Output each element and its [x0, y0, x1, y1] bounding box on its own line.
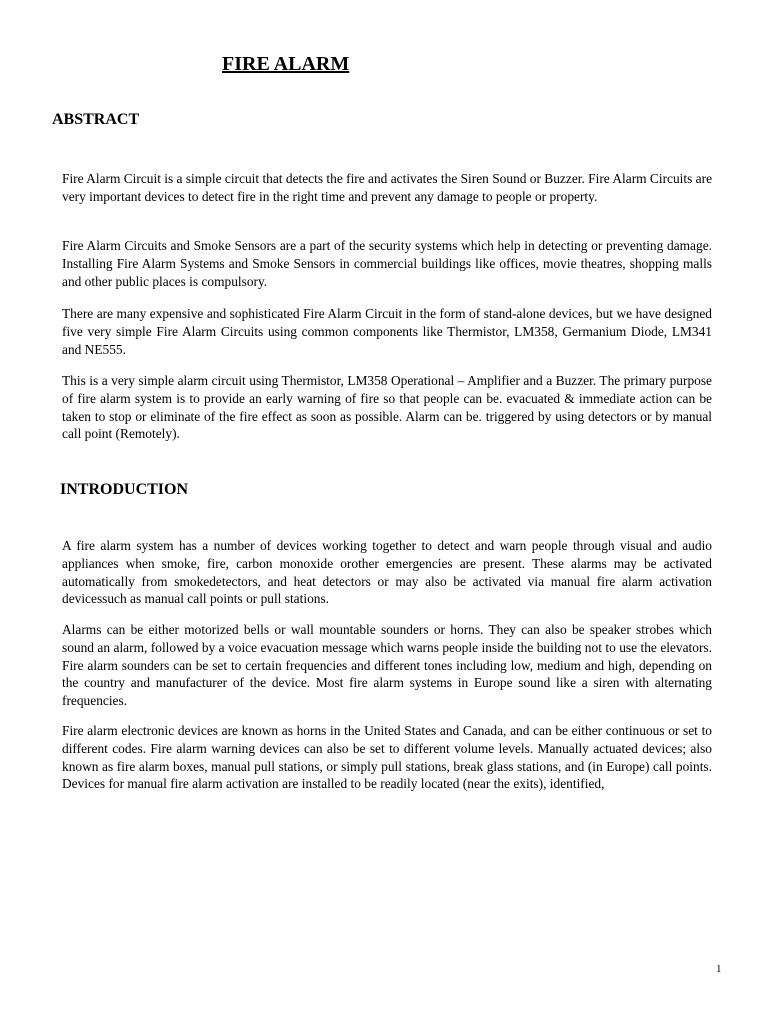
introduction-paragraph-1: A fire alarm system has a number of devices working together to detect and warn people through visual and audio appliances when smoke, fire, carbon monoxide orother emergencies are present. These alarms may be activated automatically from smokedetectors, and heat detectors or may also be activated via manual fire alarm activation devicessuch as manual call points or pull stations.	[62, 538, 712, 607]
introduction-paragraph-2: Alarms can be either motorized bells or wall mountable sounders or horns. They can also be speaker strobes which sound an alarm, followed by a voice evacuation message which warns people inside the building not to use the elevators. Fire alarm sounders can be set to certain frequencies and different tones including low, medium and high, depending on the country and manufacturer of the device. Most fire alarm systems in Europe sound like a siren with alternating frequencies.	[62, 622, 712, 709]
introduction-heading: INTRODUCTION	[60, 481, 189, 498]
abstract-paragraph-2: Fire Alarm Circuits and Smoke Sensors are a part of the security systems which help in detecting or preventing damage. Installing Fire Alarm Systems and Smoke Sensors in commercial buildings like offices, movie theatres, shopping malls and other public places is compulsory.	[62, 238, 712, 289]
introduction-paragraph-3: Fire alarm electronic devices are known as horns in the United States and Canada, and can be either continuous or set to different codes. Fire alarm warning devices can also be set to different volume levels. Manually actuated devices; also known as fire alarm boxes, manual pull stations, or simply pull stations, break glass stations, and (in Europe) call points. Devices for manual fire alarm activation are installed to be readily located (near the exits), identified,	[62, 723, 712, 792]
abstract-paragraph-3: There are many expensive and sophisticated Fire Alarm Circuit in the form of stand-alone devices, but we have designed five very simple Fire Alarm Circuits using common components like Thermistor, LM358, Germanium Diode, LM341 and NE555.	[62, 306, 712, 357]
document-title: FIRE ALARM	[222, 53, 350, 75]
page-number: 1	[716, 963, 722, 975]
abstract-heading: ABSTRACT	[52, 111, 140, 128]
abstract-paragraph-4: This is a very simple alarm circuit using Thermistor, LM358 Operational – Amplifier and a Buzzer. The primary purpose of fire alarm system is to provide an early warning of fire so that people can be. evacuated & immediate action can be taken to stop or eliminate of the fire effect as soon as possible. Alarm can be. triggered by using detectors or by manual call point (Remotely).	[62, 373, 712, 442]
abstract-paragraph-1: Fire Alarm Circuit is a simple circuit that detects the fire and activates the Siren Sound or Buzzer. Fire Alarm Circuits are very important devices to detect fire in the right time and prevent any damage to people or property.	[62, 171, 713, 204]
